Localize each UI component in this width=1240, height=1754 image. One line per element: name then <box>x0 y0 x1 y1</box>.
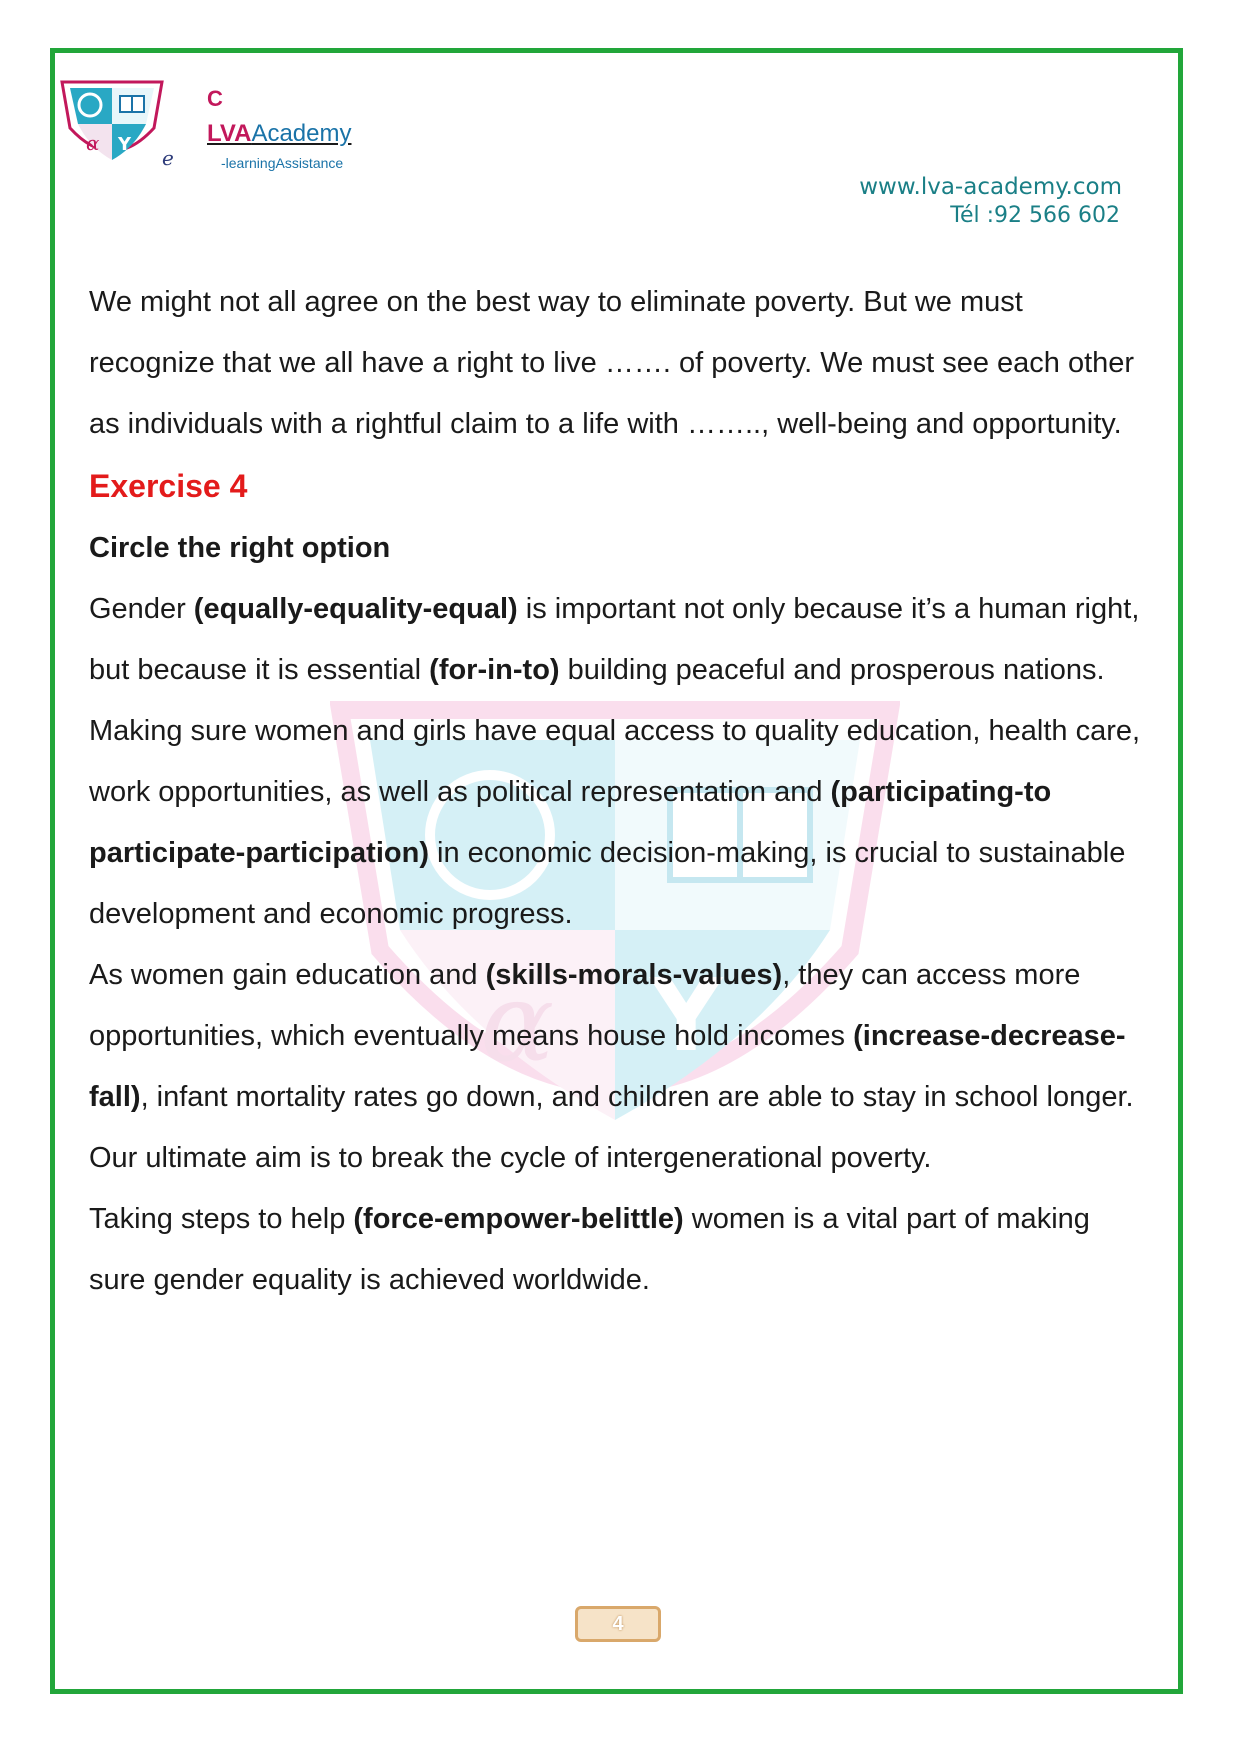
contact-block <box>859 172 1122 230</box>
exercise-paragraph-2 <box>89 945 1149 1189</box>
option-group[interactable]: (participating-to participate-participation) <box>89 776 1052 869</box>
option-group[interactable]: (equally-equality-equal) <box>193 593 518 625</box>
text-segment: is important not only because it’s a human right, but because it is essential <box>89 593 1140 686</box>
text-segment: , they can access more opportunities, which eventually means house hold incomes <box>89 959 1081 1052</box>
brand-academy: Academy <box>251 120 352 147</box>
exercise-paragraph-1 <box>89 579 1149 945</box>
svg-text:α: α <box>86 131 100 155</box>
page-content <box>89 272 1149 1311</box>
svg-text:Y: Y <box>118 134 132 155</box>
brand-lva: LVA <box>207 120 252 147</box>
svg-text:α: α <box>480 958 555 1086</box>
brand-name[interactable] <box>207 120 351 148</box>
text-segment: , infant mortality rates go down, and children are able to stay in school longer. Our ultimate aim is to break the cycle of intergenerational poverty. <box>89 1081 1134 1174</box>
option-group[interactable]: (increase-decrease-fall) <box>89 1020 1126 1113</box>
text-segment: Taking steps to help <box>89 1203 354 1235</box>
text-segment: women is a vital part of making sure gender equality is achieved worldwide. <box>89 1203 1090 1296</box>
text-segment: As women gain education and <box>89 959 486 991</box>
logo-letter-e: e <box>162 146 174 170</box>
exercise-title: Exercise 4 <box>89 468 248 504</box>
exercise-paragraph-3 <box>89 1189 1149 1311</box>
option-group[interactable]: (skills-morals-values) <box>485 959 783 991</box>
brand-subtitle: -learningAssistance <box>221 155 344 171</box>
option-group[interactable]: (force-empower-belittle) <box>353 1203 684 1235</box>
svg-text:Y: Y <box>650 957 723 1074</box>
exercise-instruction: Circle the right option <box>89 532 391 564</box>
lva-academy-logo <box>58 78 166 170</box>
text-segment: in economic decision-making, is crucial to sustainable development and economic progress. <box>89 837 1126 930</box>
phone-number: Tél :92 566 602 <box>950 203 1120 228</box>
text-segment: Gender <box>89 593 194 625</box>
page-number-badge: 4 <box>575 1606 661 1642</box>
website-link[interactable]: www.lva-academy.com <box>859 174 1122 200</box>
intro-paragraph: We might not all agree on the best way to eliminate poverty. But we must recognize that we all have a right to live ……. of poverty. We must see each other as individuals with a rightful claim to a life with …….., well-being and opportunity. <box>89 286 1135 440</box>
option-group[interactable]: (for-in-to) <box>429 654 560 686</box>
brand-letter-c: C <box>207 86 223 111</box>
text-segment: building peaceful and prosperous nations. Making sure women and girls have equal access to quality education, health care, work opportunities, as well as political representation and <box>89 654 1141 808</box>
